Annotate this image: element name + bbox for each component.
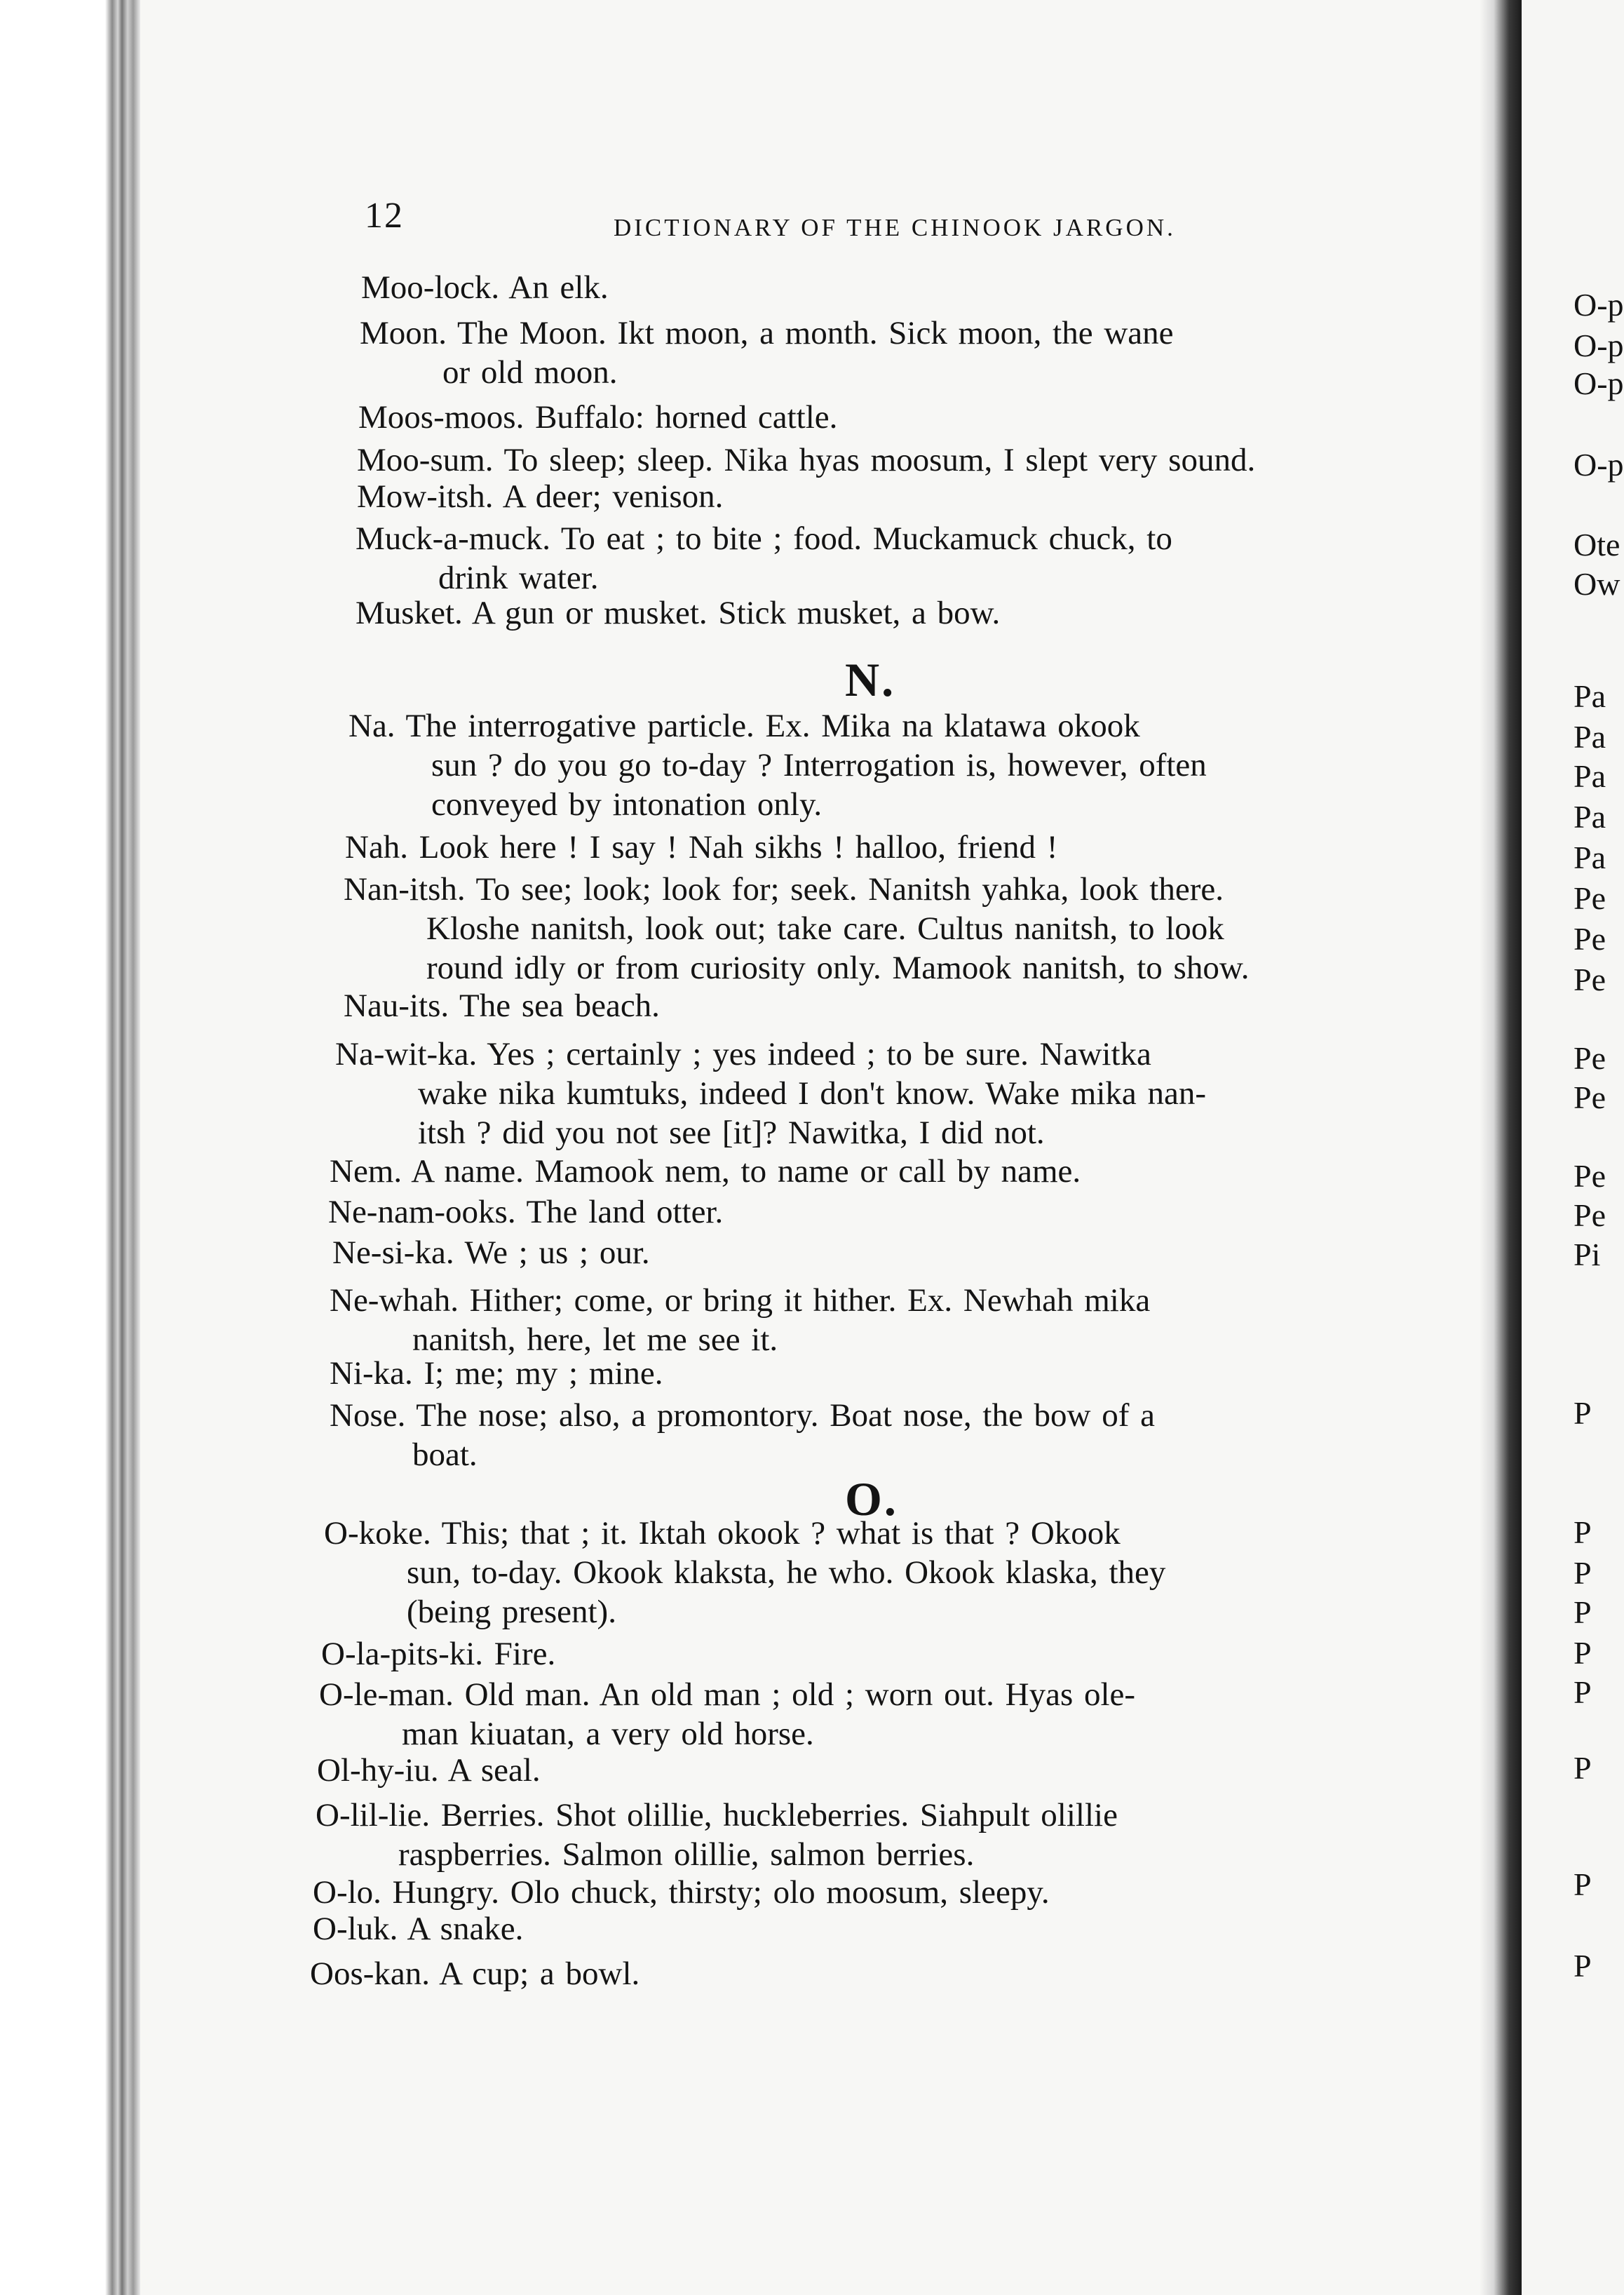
adjacent-fragment: O-p bbox=[1574, 447, 1624, 483]
entry-newhah: Ne-whah. Hither; come, or bring it hither. Ex. Newhah mika nanitsh, here, let me see it. bbox=[330, 1282, 1151, 1358]
entry-moosum: Moo-sum. To sleep; sleep. Nika hyas moosum, I slept very sound. bbox=[357, 442, 1256, 478]
adjacent-fragment: Pe bbox=[1574, 1158, 1606, 1194]
adjacent-fragment: Pe bbox=[1574, 1079, 1606, 1115]
adjacent-fragment: P bbox=[1574, 1395, 1592, 1431]
entry-oluk: O-luk. A snake. bbox=[313, 1911, 524, 1947]
section-letter-o: O. bbox=[845, 1472, 898, 1526]
entry-ooskan: Oos-kan. A cup; a bowl. bbox=[310, 1956, 640, 1992]
adjacent-fragment: O-p bbox=[1574, 287, 1624, 323]
entry-nanitsh: Nan-itsh. To see; look; look for; seek. Nanitsh yahka, look there. Kloshe nanitsh, look out; take care. Cultus nanitsh, to look round idly or from curiosity only. Mamook nanitsh, to show. bbox=[344, 871, 1250, 986]
adjacent-fragment: Pe bbox=[1574, 1040, 1606, 1076]
entry-nose: Nose. The nose; also, a promontory. Boat nose, the bow of a boat. bbox=[330, 1397, 1156, 1473]
entry-oleman: O-le-man. Old man. An old man ; old ; worn out. Hyas ole- man kiuatan, a very old horse. bbox=[319, 1676, 1136, 1752]
adjacent-fragment: P bbox=[1574, 1594, 1592, 1630]
adjacent-fragment: Pa bbox=[1574, 719, 1606, 755]
entry-moosmoos: Moos-moos. Buffalo: horned cattle. bbox=[358, 399, 838, 436]
adjacent-fragment: Pe bbox=[1574, 1197, 1606, 1233]
adjacent-fragment: P bbox=[1574, 1866, 1592, 1902]
adjacent-fragment: P bbox=[1574, 1635, 1592, 1671]
adjacent-fragment: Pa bbox=[1574, 678, 1606, 714]
adjacent-fragment: P bbox=[1574, 1514, 1592, 1550]
adjacent-fragment: P bbox=[1574, 1555, 1592, 1591]
adjacent-fragment: P bbox=[1574, 1750, 1592, 1786]
entry-okoke: O-koke. This; that ; it. Iktah okook ? what is that ? Okook sun, to-day. Okook klaksta, he who. Okook klaska, they (being present). bbox=[324, 1515, 1166, 1630]
entry-nesika: Ne-si-ka. We ; us ; our. bbox=[332, 1234, 650, 1271]
adjacent-fragment: P bbox=[1574, 1948, 1592, 1984]
entry-nem: Nem. A name. Mamook nem, to name or call by name. bbox=[330, 1153, 1081, 1190]
adjacent-fragment: P bbox=[1574, 1674, 1592, 1710]
entry-olhyiu: Ol-hy-iu. A seal. bbox=[317, 1752, 541, 1789]
adjacent-fragment: Ote bbox=[1574, 527, 1620, 563]
entry-moolock: Moo-lock. An elk. bbox=[361, 269, 609, 306]
entry-olapitski: O-la-pits-ki. Fire. bbox=[321, 1636, 556, 1672]
adjacent-fragment: Pe bbox=[1574, 921, 1606, 957]
entry-olillie: O-lil-lie. Berries. Shot olillie, huckleberries. Siahpult olillie raspberries. Salmon olillie, salmon berries. bbox=[316, 1797, 1118, 1873]
adjacent-fragment: Pa bbox=[1574, 799, 1606, 835]
adjacent-fragment: Pa bbox=[1574, 758, 1606, 794]
adjacent-fragment: Ow bbox=[1574, 566, 1620, 602]
adjacent-fragment: Pi bbox=[1574, 1237, 1601, 1272]
adjacent-fragment: O-p bbox=[1574, 365, 1624, 401]
entry-mowitsh: Mow-itsh. A deer; venison. bbox=[357, 478, 724, 515]
page-number: 12 bbox=[365, 196, 404, 236]
section-letter-n: N. bbox=[845, 653, 896, 706]
entry-muckamuck: Muck-a-muck. To eat ; to bite ; food. Muckamuck chuck, to drink water. bbox=[356, 520, 1172, 596]
adjacent-fragment: Pe bbox=[1574, 880, 1606, 916]
adjacent-fragment: O-p bbox=[1574, 328, 1624, 363]
adjacent-fragment: Pe bbox=[1574, 962, 1606, 997]
entry-olo: O-lo. Hungry. Olo chuck, thirsty; olo moosum, sleepy. bbox=[313, 1874, 1050, 1911]
entry-nauits: Nau-its. The sea beach. bbox=[344, 988, 660, 1024]
entry-nenamooks: Ne-nam-ooks. The land otter. bbox=[328, 1194, 724, 1230]
entry-nah: Nah. Look here ! I say ! Nah sikhs ! halloo, friend ! bbox=[345, 829, 1058, 866]
entry-moon: Moon. The Moon. Ikt moon, a month. Sick moon, the wane or old moon. bbox=[360, 315, 1174, 391]
entry-na: Na. The interrogative particle. Ex. Mika na klatawa okook sun ? do you go to-day ? Interrogation is, however, often conveyed by intonation only. bbox=[349, 708, 1207, 823]
adjacent-fragment: Pa bbox=[1574, 840, 1606, 875]
entry-musket: Musket. A gun or musket. Stick musket, a bow. bbox=[356, 595, 1001, 631]
entry-nika: Ni-ka. I; me; my ; mine. bbox=[330, 1355, 663, 1392]
running-head: DICTIONARY OF THE CHINOOK JARGON. bbox=[614, 214, 1176, 241]
entry-nawitka: Na-wit-ka. Yes ; certainly ; yes indeed ; to be sure. Nawitka wake nika kumtuks, indeed I don't know. Wake mika nan- itsh ? did you not see [it]? Nawitka, I did not. bbox=[335, 1036, 1207, 1151]
